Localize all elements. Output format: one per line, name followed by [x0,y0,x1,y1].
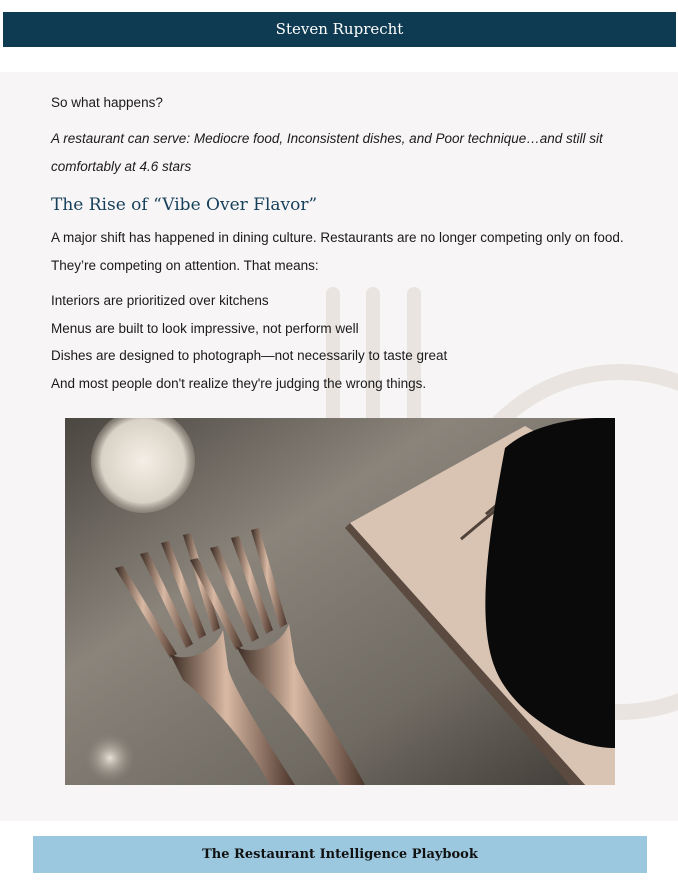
list-item: Menus are built to look impressive, not perform well [51,320,359,336]
footer-bar [33,836,647,873]
book-title: The Restaurant Intelligence Playbook [202,847,478,862]
quote-text: A restaurant can serve: Mediocre food, Inconsistent dishes, and Poor technique…and still sit comfortably at 4.6 stars [51,131,603,174]
bullet-list [51,291,447,401]
body-paragraph: A major shift has happened in dining culture. Restaurants are no longer competing only on food. They’re competing on attention. That means: [51,230,624,273]
list-item: And most people don't realize they're judging the wrong things. [51,375,427,391]
section-heading: The Rise of “Vibe Over Flavor” [51,195,318,215]
author-name: Steven Ruprecht [275,20,404,38]
intro-text: So what happens? [51,95,163,110]
header-bar [3,12,676,47]
list-item: Interiors are prioritized over kitchens [51,293,269,308]
content-area [0,72,678,821]
forks-photo [65,418,615,785]
list-item: Dishes are designed to photograph—not necessarily to taste great [51,348,448,363]
